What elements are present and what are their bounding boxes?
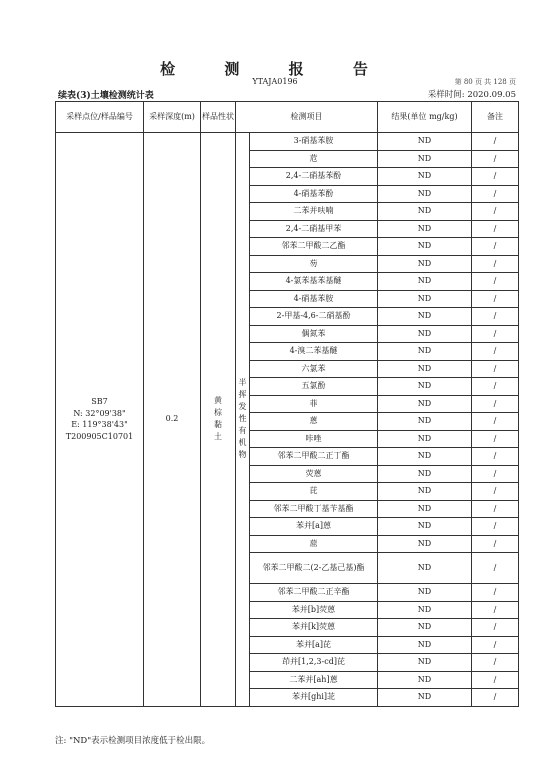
item-cell: 邻苯二甲酸丁基苄基酯 bbox=[250, 500, 378, 518]
result-cell: ND bbox=[378, 238, 472, 256]
result-cell: ND bbox=[378, 465, 472, 483]
remark-cell: / bbox=[472, 671, 519, 689]
remark-cell: / bbox=[472, 290, 519, 308]
item-cell: 菲 bbox=[250, 395, 378, 413]
item-cell: 苯并[k]荧蒽 bbox=[250, 619, 378, 637]
remark-cell: / bbox=[472, 203, 519, 221]
item-cell: 荧蒽 bbox=[250, 465, 378, 483]
item-cell: 邻苯二甲酸二正丁酯 bbox=[250, 448, 378, 466]
table-row bbox=[56, 133, 519, 151]
remark-cell: / bbox=[472, 483, 519, 501]
result-cell: ND bbox=[378, 360, 472, 378]
sample-site-name: SB7 bbox=[91, 397, 108, 407]
item-cell: 咔唑 bbox=[250, 430, 378, 448]
item-cell: 2,4-二硝基苯酚 bbox=[250, 168, 378, 186]
item-cell: 偶氮苯 bbox=[250, 325, 378, 343]
sample-location bbox=[56, 133, 144, 707]
remark-cell: / bbox=[472, 689, 519, 707]
item-cell: 二苯并[ah]蒽 bbox=[250, 671, 378, 689]
result-cell: ND bbox=[378, 671, 472, 689]
remark-cell: / bbox=[472, 654, 519, 672]
remark-cell: / bbox=[472, 601, 519, 619]
item-cell: 邻苯二甲酸二乙酯 bbox=[250, 238, 378, 256]
remark-cell: / bbox=[472, 518, 519, 536]
result-cell: ND bbox=[378, 619, 472, 637]
sample-lon: E: 119°38'43" bbox=[71, 420, 128, 430]
remark-cell: / bbox=[472, 325, 519, 343]
report-title: 检 测 报 告 bbox=[160, 60, 390, 78]
sampling-date: 采样时间: 2020.09.05 bbox=[427, 90, 516, 100]
item-cell: 4-溴二苯基醚 bbox=[250, 343, 378, 361]
remark-cell: / bbox=[472, 360, 519, 378]
result-cell: ND bbox=[378, 553, 472, 584]
item-cell: 蒽 bbox=[250, 413, 378, 431]
item-cell: 2-甲基-4,6-二硝基酚 bbox=[250, 308, 378, 326]
item-cell: 五氯酚 bbox=[250, 378, 378, 396]
sample-state-cell bbox=[201, 133, 236, 707]
remark-cell: / bbox=[472, 636, 519, 654]
result-cell: ND bbox=[378, 448, 472, 466]
sample-sample-id: T200905C10701 bbox=[65, 431, 134, 441]
item-cell: 邻苯二甲酸二正辛酯 bbox=[250, 584, 378, 602]
header-remark: 备注 bbox=[472, 102, 519, 133]
remark-cell: / bbox=[472, 378, 519, 396]
remark-cell: / bbox=[472, 238, 519, 256]
result-cell: ND bbox=[378, 150, 472, 168]
page-info: 第 80 页 共 128 页 bbox=[454, 78, 516, 86]
item-cell: 苯并[a]蒽 bbox=[250, 518, 378, 536]
item-cell: 4-硝基苯胺 bbox=[250, 290, 378, 308]
remark-cell: / bbox=[472, 133, 519, 151]
item-cell: 芘 bbox=[250, 483, 378, 501]
category-label: 半挥发性有机物 bbox=[238, 378, 247, 460]
remark-cell: / bbox=[472, 430, 519, 448]
remark-cell: / bbox=[472, 619, 519, 637]
remark-cell: / bbox=[472, 308, 519, 326]
result-cell: ND bbox=[378, 413, 472, 431]
remark-cell: / bbox=[472, 220, 519, 238]
result-cell: ND bbox=[378, 203, 472, 221]
remark-cell: / bbox=[472, 343, 519, 361]
result-cell: ND bbox=[378, 273, 472, 291]
item-cell: 苯并[a]芘 bbox=[250, 636, 378, 654]
remark-cell: / bbox=[472, 448, 519, 466]
result-cell: ND bbox=[378, 636, 472, 654]
remark-cell: / bbox=[472, 150, 519, 168]
header-state: 样品性状 bbox=[201, 102, 236, 133]
item-cell: 2,4-二硝基甲苯 bbox=[250, 220, 378, 238]
result-cell: ND bbox=[378, 535, 472, 553]
item-cell: 芴 bbox=[250, 255, 378, 273]
remark-cell: / bbox=[472, 255, 519, 273]
remark-cell: / bbox=[472, 273, 519, 291]
result-cell: ND bbox=[378, 689, 472, 707]
result-cell: ND bbox=[378, 220, 472, 238]
header-site: 采样点位/样品编号 bbox=[56, 102, 144, 133]
report-code: YTAJA0196 bbox=[252, 77, 298, 86]
remark-cell: / bbox=[472, 465, 519, 483]
item-cell: 4-氯苯基苯基醚 bbox=[250, 273, 378, 291]
sample-depth: 0.2 bbox=[144, 133, 201, 707]
remark-cell: / bbox=[472, 553, 519, 584]
header-depth: 采样深度(m) bbox=[144, 102, 201, 133]
result-cell: ND bbox=[378, 483, 472, 501]
remark-cell: / bbox=[472, 185, 519, 203]
table-body bbox=[56, 133, 519, 707]
result-cell: ND bbox=[378, 185, 472, 203]
result-cell: ND bbox=[378, 325, 472, 343]
category-cell bbox=[236, 133, 250, 707]
result-cell: ND bbox=[378, 378, 472, 396]
item-cell: 二苯并呋喃 bbox=[250, 203, 378, 221]
item-cell: 六氯苯 bbox=[250, 360, 378, 378]
result-cell: ND bbox=[378, 255, 472, 273]
result-cell: ND bbox=[378, 601, 472, 619]
header-row bbox=[56, 102, 519, 133]
item-cell: 䓛 bbox=[250, 535, 378, 553]
header-result: 结果(单位 mg/kg) bbox=[378, 102, 472, 133]
result-cell: ND bbox=[378, 168, 472, 186]
result-cell: ND bbox=[378, 518, 472, 536]
item-cell: 苊 bbox=[250, 150, 378, 168]
remark-cell: / bbox=[472, 413, 519, 431]
header-item: 检测项目 bbox=[236, 102, 378, 133]
remark-cell: / bbox=[472, 584, 519, 602]
result-cell: ND bbox=[378, 584, 472, 602]
item-cell: 邻苯二甲酸二(2-乙基己基)酯 bbox=[250, 553, 378, 584]
result-cell: ND bbox=[378, 290, 472, 308]
item-cell: 苯并[b]荧蒽 bbox=[250, 601, 378, 619]
sample-state: 黄棕黏土 bbox=[214, 396, 222, 442]
result-cell: ND bbox=[378, 133, 472, 151]
result-cell: ND bbox=[378, 500, 472, 518]
results-table bbox=[55, 101, 519, 707]
item-cell: 3-硝基苯胺 bbox=[250, 133, 378, 151]
result-cell: ND bbox=[378, 654, 472, 672]
sample-lat: N: 32°09'38" bbox=[73, 408, 126, 418]
remark-cell: / bbox=[472, 395, 519, 413]
result-cell: ND bbox=[378, 430, 472, 448]
table-title: 续表(3)土壤检测统计表 bbox=[58, 91, 154, 101]
remark-cell: / bbox=[472, 500, 519, 518]
item-cell: 茚并[1,2,3-cd]芘 bbox=[250, 654, 378, 672]
item-cell: 苯并[ghi]苝 bbox=[250, 689, 378, 707]
item-cell: 4-硝基苯酚 bbox=[250, 185, 378, 203]
footnote: 注: "ND"表示检测项目浓度低于检出限。 bbox=[55, 736, 211, 746]
result-cell: ND bbox=[378, 308, 472, 326]
result-cell: ND bbox=[378, 343, 472, 361]
remark-cell: / bbox=[472, 168, 519, 186]
remark-cell: / bbox=[472, 535, 519, 553]
result-cell: ND bbox=[378, 395, 472, 413]
